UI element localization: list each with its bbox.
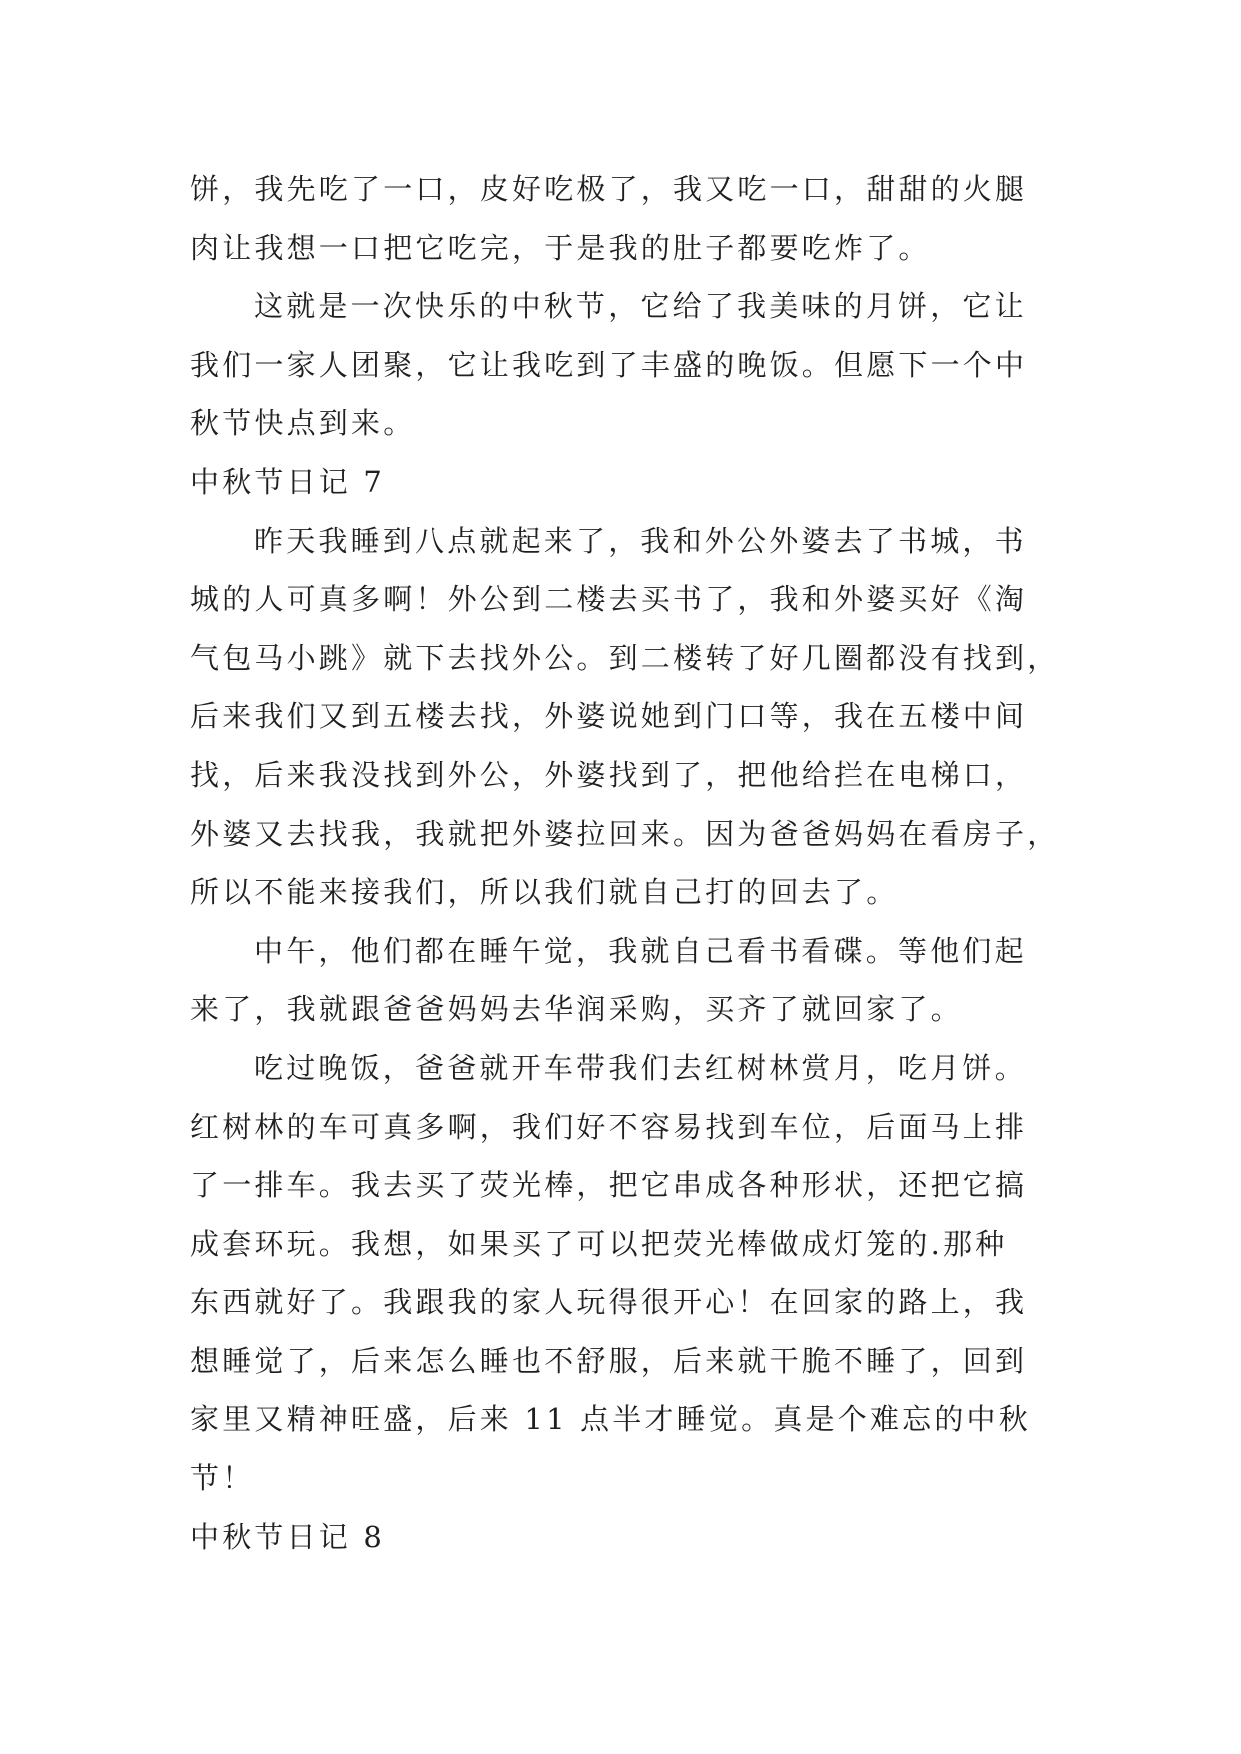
text-line: 我们一家人团聚，它让我吃到了丰盛的晚饭。但愿下一个中 — [190, 347, 1028, 382]
text-line: 肉让我想一口把它吃完，于是我的肚子都要吃炸了。 — [190, 230, 931, 265]
text-line: 城的人可真多啊！外公到二楼去买书了，我和外婆买好《淘 — [190, 582, 1028, 617]
text-line: 想睡觉了，后来怎么睡也不舒服，后来就干脆不睡了，回到 — [190, 1343, 1028, 1378]
paragraph-start-line: 吃过晚饭，爸爸就开车带我们去红树林赏月，吃月饼。 — [254, 1050, 1027, 1085]
paragraph-start-line: 这就是一次快乐的中秋节，它给了我美味的月饼，它让 — [254, 289, 1027, 324]
text-line: 气包马小跳》就下去找外公。到二楼转了好几圈都没有找到， — [190, 640, 1060, 675]
text-line: 饼，我先吃了一口，皮好吃极了，我又吃一口，甜甜的火腿 — [190, 172, 1028, 206]
paragraph-start-line: 中午，他们都在睡午觉，我就自己看书看碟。等他们起 — [254, 933, 1027, 968]
text-line: 红树林的车可真多啊，我们好不容易找到车位，后面马上排 — [190, 1109, 1028, 1144]
text-line: 秋节快点到来。 — [190, 406, 416, 441]
document-body — [190, 160, 1060, 1566]
text-line: 找，后来我没找到外公，外婆找到了，把他给拦在电梯口， — [190, 757, 1028, 792]
text-line: 了一排车。我去买了荧光棒，把它串成各种形状，还把它搞 — [190, 1168, 1028, 1203]
text-line: 所以不能来接我们，所以我们就自己打的回去了。 — [190, 875, 899, 910]
text-line: 成套环玩。我想，如果买了可以把荧光棒做成灯笼的.那种 — [190, 1226, 1008, 1261]
text-line: 外婆又去找我，我就把外婆拉回来。因为爸爸妈妈在看房子， — [190, 816, 1060, 851]
text-line: 家里又精神旺盛，后来 11 点半才睡觉。真是个难忘的中秋 — [190, 1402, 1031, 1437]
text-line: 节！ — [190, 1461, 255, 1496]
section-heading-diary-7: 中秋节日记 7 — [190, 464, 386, 499]
section-heading-diary-8: 中秋节日记 8 — [190, 1519, 386, 1554]
text-line: 来了，我就跟爸爸妈妈去华润采购，买齐了就回家了。 — [190, 992, 963, 1027]
text-line: 东西就好了。我跟我的家人玩得很开心！在回家的路上，我 — [190, 1285, 1028, 1320]
paragraph-start-line: 昨天我睡到八点就起来了，我和外公外婆去了书城，书 — [254, 523, 1027, 558]
text-line: 后来我们又到五楼去找，外婆说她到门口等，我在五楼中间 — [190, 699, 1028, 734]
